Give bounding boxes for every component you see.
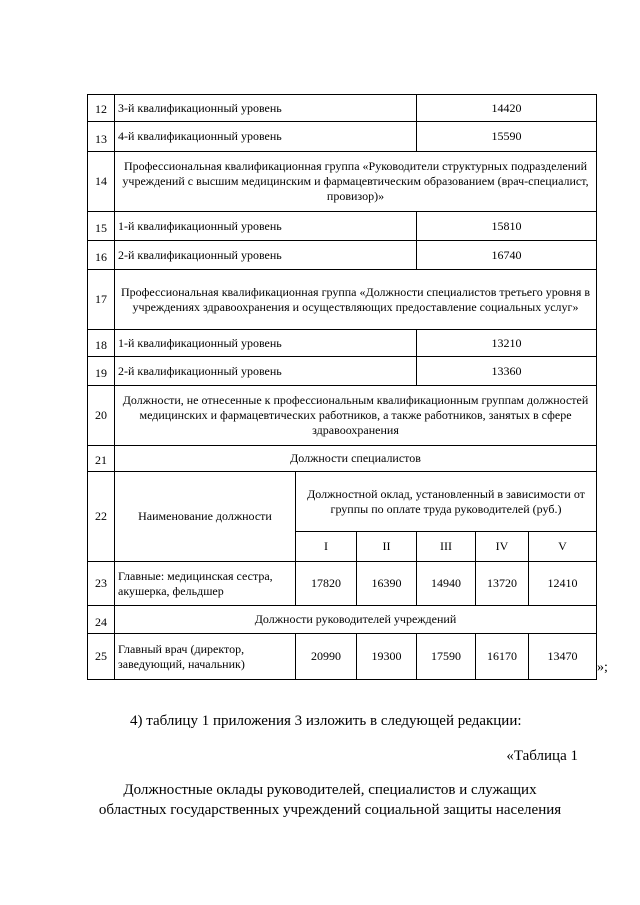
group-header: I	[296, 532, 357, 562]
row-value: 14420	[417, 95, 597, 122]
salary-cell: 17590	[417, 634, 476, 680]
salary-cell: 19300	[357, 634, 417, 680]
row-number: 23	[88, 562, 115, 606]
row-number: 16	[88, 241, 115, 270]
row-label: Главный врач (директор, заведующий, начальник)	[115, 634, 296, 680]
row-number: 21	[88, 446, 115, 472]
row-number: 13	[88, 122, 115, 152]
row-label: 2-й квалификационный уровень	[115, 241, 417, 270]
section-heading: Должности руководителей учреждений	[115, 606, 597, 634]
row-value: 15810	[417, 212, 597, 241]
salary-cell: 13470	[529, 634, 597, 680]
salary-cell: 20990	[296, 634, 357, 680]
table-reference: «Таблица 1	[506, 748, 578, 764]
table-row	[88, 562, 597, 606]
row-number: 17	[88, 270, 115, 330]
salary-cell: 12410	[529, 562, 597, 606]
caption-line: областных государственных учреждений социальной защиты населения	[98, 802, 562, 818]
row-number: 19	[88, 357, 115, 386]
salary-cell: 16390	[357, 562, 417, 606]
row-value: 16740	[417, 241, 597, 270]
group-header: IV	[476, 532, 529, 562]
table-row	[88, 634, 597, 680]
row-label: 4-й квалификационный уровень	[115, 122, 417, 152]
salary-cell: 17820	[296, 562, 357, 606]
amendment-paragraph: 4) таблицу 1 приложения 3 изложить в следующей редакции:	[130, 713, 522, 729]
row-value: 15590	[417, 122, 597, 152]
row-number: 24	[88, 606, 115, 634]
group-heading: Профессиональная квалификационная группа «Должности специалистов третьего уровня в учреждениях здравоохранения и осуществляющих предоставление социальных услуг»	[115, 270, 597, 330]
group-heading: Должности, не отнесенные к профессиональным квалификационным группам должностей медицинских и фармацевтических работников, а также работников, занятых в сфере здравоохранения	[115, 386, 597, 446]
row-number: 25	[88, 634, 115, 680]
group-header: II	[357, 532, 417, 562]
group-header: III	[417, 532, 476, 562]
row-value: 13210	[417, 330, 597, 357]
table-row	[88, 152, 597, 212]
row-label: 3-й квалификационный уровень	[115, 95, 417, 122]
table-row	[88, 606, 597, 634]
row-number: 15	[88, 212, 115, 241]
closing-quote: »;	[597, 660, 608, 675]
row-label: Главные: медицинская сестра, акушерка, фельдшер	[115, 562, 296, 606]
table-row	[88, 270, 597, 330]
table-row	[88, 212, 597, 241]
salary-column-header: Должностной оклад, установленный в зависимости от группы по оплате труда руководителей (руб.)	[296, 472, 597, 532]
row-label: 1-й квалификационный уровень	[115, 330, 417, 357]
salary-cell: 13720	[476, 562, 529, 606]
row-number: 14	[88, 152, 115, 212]
group-heading: Профессиональная квалификационная группа «Руководители структурных подразделений учреждений с высшим медицинским и фармацевтическим образованием (врач-специалист, провизор)»	[115, 152, 597, 212]
caption-line: Должностные оклады руководителей, специалистов и служащих	[123, 782, 537, 798]
table-row	[88, 95, 597, 122]
group-header: V	[529, 532, 597, 562]
row-label: 1-й квалификационный уровень	[115, 212, 417, 241]
salary-table	[87, 94, 597, 680]
table-row	[88, 122, 597, 152]
row-number: 20	[88, 386, 115, 446]
table-caption	[80, 780, 580, 820]
table-row	[88, 357, 597, 386]
table-row	[88, 386, 597, 446]
salary-cell: 14940	[417, 562, 476, 606]
salary-cell: 16170	[476, 634, 529, 680]
section-heading: Должности специалистов	[115, 446, 597, 472]
row-value: 13360	[417, 357, 597, 386]
table-row	[88, 330, 597, 357]
row-number: 22	[88, 472, 115, 562]
table-row	[88, 472, 597, 532]
row-label: 2-й квалификационный уровень	[115, 357, 417, 386]
row-number: 12	[88, 95, 115, 122]
row-number: 18	[88, 330, 115, 357]
table-row	[88, 446, 597, 472]
table-row	[88, 241, 597, 270]
position-column-header: Наименование должности	[115, 472, 296, 562]
